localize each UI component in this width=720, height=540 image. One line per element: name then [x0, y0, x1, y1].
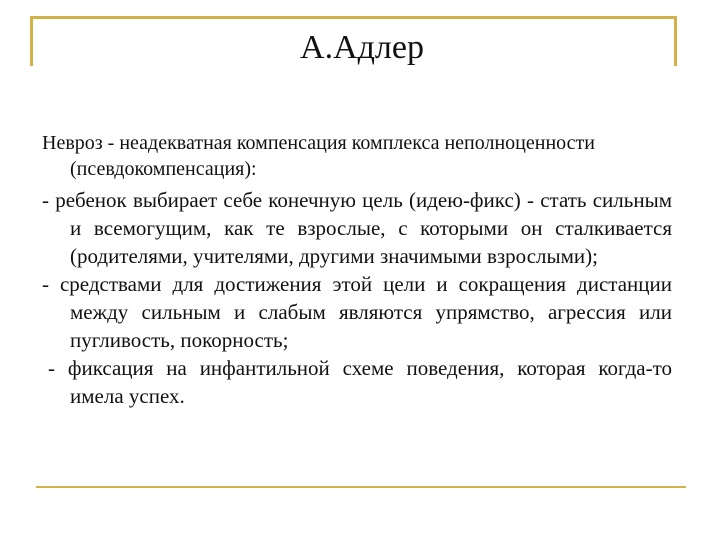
frame-bottom-line [36, 486, 686, 488]
intro-paragraph: Невроз - неадекватная компенсация комплекса неполноценности (псевдокомпенсация): [42, 132, 595, 180]
slide-body [42, 130, 672, 410]
bullet-item: - ребенок выбирает себе конечную цель (идею-фикс) - стать сильным и всемогущим, как те взрослые, с которыми он сталкивается (родителями, учителями, другими значимыми взрослыми); [42, 188, 672, 268]
bullet-item: - средствами для достижения этой цели и сокращения дистанции между сильным и слабым являются упрямство, агрессия или пугливость, покорность; [42, 272, 672, 352]
bullet-item: - фиксация на инфантильной схеме поведения, которая когда-то имела успех. [48, 356, 672, 408]
slide-title: А.Адлер [300, 29, 424, 66]
frame-top-line [30, 16, 677, 19]
